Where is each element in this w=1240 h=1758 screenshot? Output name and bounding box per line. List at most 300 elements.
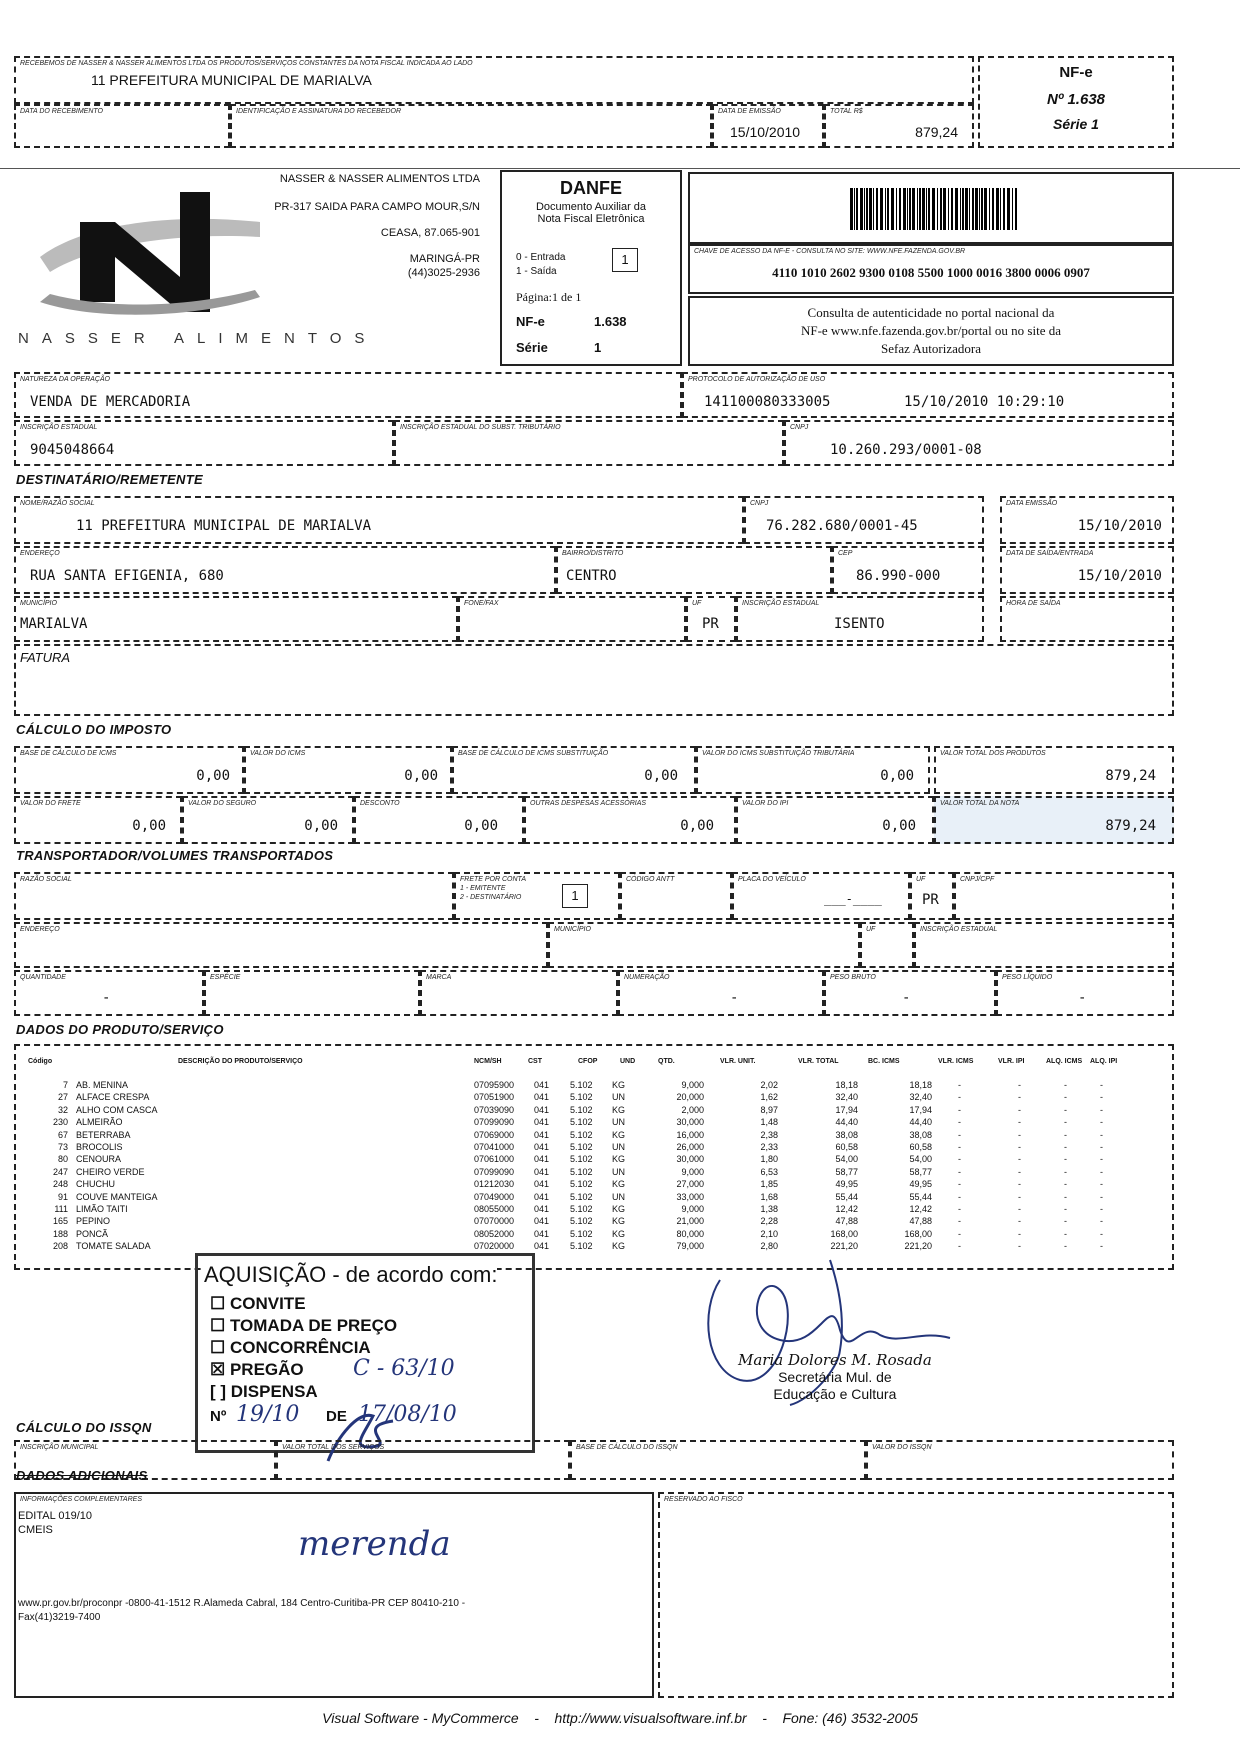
insurance-label: VALOR DO SEGURO	[188, 800, 257, 807]
qty-box	[14, 970, 204, 1016]
cell-desc: CENOURA	[76, 1154, 122, 1165]
dest-uf-box	[686, 596, 736, 642]
cell-dash: -	[1018, 1204, 1021, 1214]
issqn-value-label: VALOR DO ISSQN	[872, 1444, 932, 1451]
fatura-label: FATURA	[20, 650, 71, 665]
cell-dash: -	[1064, 1191, 1067, 1202]
cell-ncm: 07051900	[474, 1092, 515, 1103]
icms-st: 0,00	[880, 768, 914, 784]
barcode-bar	[940, 188, 942, 230]
transport-uf2-label: UF	[866, 926, 876, 933]
cell-cfop: 5.102	[570, 1204, 593, 1214]
receipt-issue-box	[712, 104, 824, 148]
stub-divider	[0, 168, 1240, 169]
stamp-opt2-label: TOMADA DE PREÇO	[229, 1316, 398, 1335]
cell-cst: 041	[534, 1166, 550, 1177]
danfe-subtitle1: Documento Auxiliar da	[535, 201, 647, 213]
products-header-h-ncm: NCM/SH	[474, 1058, 502, 1065]
products-header-h-code: Código	[28, 1058, 53, 1065]
barcode-bar	[1000, 188, 1001, 230]
cell-dash: -	[1100, 1154, 1103, 1165]
receipt-serie: Série 1	[1053, 116, 1099, 132]
species-box	[204, 970, 420, 1016]
table-row	[28, 1241, 1168, 1253]
cell-code: 7	[62, 1080, 68, 1090]
cell-dash: -	[958, 1117, 961, 1128]
cell-cst: 041	[534, 1179, 550, 1190]
cell-qtd: 9,000	[681, 1166, 704, 1177]
danfe-saida: 1 - Saída	[516, 266, 557, 277]
cell-cst: 041	[534, 1142, 550, 1152]
cell-desc: AB. MENINA	[76, 1080, 129, 1090]
barcode-bar	[864, 188, 865, 230]
dest-addr-box	[14, 546, 556, 594]
page-footer: Visual Software - MyCommerce - http://www.visualsoftware.inf.br - Fone: (46) 3532-2005	[322, 1710, 918, 1726]
issqn-services-label: VALOR TOTAL DOS SERVIÇOS	[282, 1444, 385, 1451]
cell-bc: 47,88	[909, 1216, 932, 1227]
dest-exit-box	[1000, 546, 1174, 594]
cell-qtd: 79,000	[676, 1241, 704, 1252]
cell-desc: COUVE MANTEIGA	[76, 1191, 158, 1202]
ipi: 0,00	[882, 818, 916, 834]
cell-qtd: 9,000	[681, 1204, 704, 1214]
cell-desc: CHEIRO VERDE	[76, 1166, 145, 1177]
cell-cfop: 5.102	[570, 1191, 593, 1202]
barcode-bar	[926, 188, 927, 230]
freight-opt2: 2 - DESTINATÁRIO	[460, 894, 522, 901]
cell-cst: 041	[534, 1080, 550, 1090]
table-row	[28, 1179, 1168, 1191]
cell-dash: -	[1100, 1142, 1103, 1152]
cell-und: UN	[612, 1142, 625, 1152]
cell-ncm: 08055000	[474, 1204, 515, 1214]
barcode-bar	[922, 188, 925, 230]
discount-box	[354, 796, 524, 844]
cell-dash: -	[1064, 1154, 1067, 1165]
table-row	[28, 1192, 1168, 1204]
cell-total: 12,42	[835, 1204, 858, 1214]
barcode-bar	[928, 188, 930, 230]
gross-weight: -	[902, 990, 911, 1006]
cell-qtd: 9,000	[681, 1080, 704, 1090]
brand-label: MARCA	[426, 974, 452, 981]
cell-cfop: 5.102	[570, 1117, 593, 1128]
cell-dash: -	[1018, 1216, 1021, 1227]
cell-dash: -	[1018, 1241, 1021, 1252]
dest-addr-label: ENDEREÇO	[20, 550, 60, 557]
cell-dash: -	[1100, 1092, 1103, 1103]
dest-exit-label: DATA DE SAÍDA/ENTRADA	[1006, 550, 1094, 557]
cell-dash: -	[1100, 1080, 1103, 1090]
dest-emission-box	[1000, 496, 1174, 544]
cell-und: UN	[612, 1117, 625, 1128]
cell-unit: 6,53	[760, 1166, 778, 1177]
danfe-serie: 1	[594, 340, 602, 355]
cell-cfop: 5.102	[570, 1154, 593, 1165]
cell-dash: -	[958, 1204, 961, 1214]
dest-district-label: BAIRRO/DISTRITO	[562, 550, 624, 557]
cell-qtd: 27,000	[676, 1179, 704, 1190]
barcode-bar	[989, 188, 990, 230]
dest-phone-label: FONE/FAX	[464, 600, 499, 607]
cell-bc: 44,40	[909, 1117, 932, 1128]
transport-section-title: TRANSPORTADOR/VOLUMES TRANSPORTADOS	[16, 848, 334, 863]
cell-total: 58,77	[835, 1166, 858, 1177]
receipt-total: 879,24	[915, 124, 958, 140]
cell-qtd: 16,000	[676, 1129, 704, 1140]
cell-dash: -	[1064, 1204, 1067, 1214]
cell-bc: 38,08	[909, 1129, 932, 1140]
dest-uf: PR	[702, 616, 719, 632]
dest-name: 11 PREFEITURA MUNICIPAL DE MARIALVA	[76, 518, 372, 534]
cell-total: 32,40	[835, 1092, 858, 1103]
products-header-h-vicms: VLR. ICMS	[938, 1058, 974, 1065]
dest-district-box	[556, 546, 832, 594]
protocol-box	[682, 372, 1174, 418]
issuer-logo	[40, 182, 260, 327]
barcode-bar	[854, 188, 855, 230]
table-row	[28, 1204, 1168, 1216]
products-header-h-cst: CST	[528, 1058, 542, 1065]
barcode-bar	[885, 188, 886, 230]
danfe-nfe-label: NF-e	[516, 314, 545, 329]
barcode-bar	[912, 188, 915, 230]
cell-desc: BROCOLIS	[76, 1142, 123, 1152]
cell-dash: -	[1064, 1117, 1067, 1128]
cell-unit: 8,97	[760, 1104, 778, 1115]
complementary-info-box	[14, 1492, 654, 1698]
cell-dash: -	[1100, 1228, 1103, 1239]
nature-label: NATUREZA DA OPERAÇÃO	[20, 376, 110, 383]
cell-bc: 49,95	[909, 1179, 932, 1190]
cell-dash: -	[958, 1166, 961, 1177]
net-weight-label: PESO LÍQUIDO	[1002, 974, 1053, 981]
barcode-bar	[948, 188, 949, 230]
freight-opt1: 1 - EMITENTE	[460, 885, 506, 892]
cell-total: 38,08	[835, 1129, 858, 1140]
cell-cst: 041	[534, 1129, 550, 1140]
issuer-info	[250, 172, 480, 280]
cell-ncm: 07099090	[474, 1166, 515, 1177]
cell-cst: 041	[534, 1216, 550, 1227]
issuer-name: NASSER & NASSER ALIMENTOS LTDA	[279, 173, 480, 185]
cell-total: 49,95	[835, 1179, 858, 1190]
dest-cep-box	[832, 546, 984, 594]
protocol-datetime: 15/10/2010 10:29:10	[904, 394, 1065, 410]
dest-emission: 15/10/2010	[1077, 518, 1162, 534]
dest-phone-box	[458, 596, 686, 642]
barcode-bar	[896, 188, 897, 230]
cell-qtd: 21,000	[676, 1216, 704, 1227]
gross-weight-label: PESO BRUTO	[830, 974, 876, 981]
dest-cnpj: 76.282.680/0001-45	[766, 518, 918, 534]
cell-dash: -	[1018, 1104, 1021, 1115]
cell-dash: -	[1064, 1104, 1067, 1115]
cell-code: 248	[52, 1179, 68, 1190]
cell-cfop: 5.102	[570, 1241, 593, 1252]
cell-unit: 1,48	[760, 1117, 778, 1128]
barcode	[850, 188, 1020, 230]
danfe-serie-label: Série	[516, 340, 548, 355]
ie: 9045048664	[30, 442, 115, 458]
stamp-opt4-label: PREGÃO	[229, 1360, 304, 1379]
protocol: 141100080333005	[704, 394, 831, 410]
cell-und: KG	[612, 1080, 626, 1090]
cell-dash: -	[1100, 1191, 1103, 1202]
cell-dash: -	[1018, 1142, 1021, 1152]
barcode-bar	[951, 188, 953, 230]
cell-total: 17,94	[835, 1104, 858, 1115]
cell-cfop: 5.102	[570, 1104, 593, 1115]
barcode-bar	[873, 188, 874, 230]
procon-line2: Fax(41)3219-7400	[18, 1612, 101, 1623]
cell-dash: -	[958, 1080, 961, 1090]
barcode-bar	[1012, 188, 1013, 230]
note-total: 879,24	[1105, 818, 1156, 834]
cell-dash: -	[958, 1142, 961, 1152]
products-header-h-cfop: CFOP	[578, 1058, 598, 1065]
barcode-bar	[932, 188, 935, 230]
fatura-box	[14, 644, 1174, 716]
barcode-bar	[887, 188, 889, 230]
barcode-bar	[1003, 188, 1005, 230]
cell-total: 47,88	[835, 1216, 858, 1227]
issqn-value-box	[866, 1440, 1174, 1480]
tax-section-title: CÁLCULO DO IMPOSTO	[16, 722, 172, 737]
cell-total: 55,44	[835, 1191, 858, 1202]
stamp-opt1-label: CONVITE	[229, 1294, 306, 1313]
dest-emission-label: DATA EMISSÃO	[1006, 500, 1058, 507]
bc-st-box	[452, 746, 696, 794]
stamp-opt4-handwritten: C - 63/10	[353, 1356, 455, 1381]
receipt-issue-date: 15/10/2010	[730, 124, 801, 140]
barcode-bar	[919, 188, 921, 230]
cell-bc: 54,00	[909, 1154, 932, 1165]
other-expenses: 0,00	[680, 818, 714, 834]
cell-desc: ALMEIRÃO	[76, 1117, 123, 1128]
cell-cst: 041	[534, 1092, 550, 1103]
acquisition-stamp	[195, 1253, 535, 1453]
cell-dash: -	[1064, 1166, 1067, 1177]
dest-ie-box	[736, 596, 984, 642]
bc-st-label: BASE DE CÁLCULO DE ICMS SUBSTITUIÇÃO	[458, 750, 609, 757]
cell-dash: -	[958, 1241, 961, 1252]
dest-ie: ISENTO	[834, 616, 885, 632]
carrier-name-label: RAZÃO SOCIAL	[20, 876, 72, 883]
barcode-bar	[909, 188, 911, 230]
stamp-date-handwritten: 17/08/10	[358, 1402, 457, 1427]
info-handwritten: merenda	[298, 1524, 451, 1564]
info-line2: CMEIS	[18, 1524, 53, 1536]
cell-dash: -	[1100, 1216, 1103, 1227]
info-line1: EDITAL 019/10	[18, 1510, 92, 1522]
table-row	[28, 1092, 1168, 1104]
cell-dash: -	[958, 1216, 961, 1227]
cell-und: KG	[612, 1204, 626, 1214]
signature-role1: Secretária Mul. de	[778, 1369, 892, 1385]
cell-und: KG	[612, 1241, 626, 1252]
cell-code: 111	[54, 1204, 68, 1214]
cell-desc: LIMÃO TAITI	[76, 1204, 128, 1214]
cell-und: KG	[612, 1154, 626, 1165]
stamp-no-handwritten: 19/10	[236, 1402, 300, 1427]
cell-qtd: 26,000	[676, 1142, 704, 1152]
cnpj-label: CNPJ	[790, 424, 809, 431]
transport-uf-box	[910, 872, 954, 920]
cell-total: 18,18	[835, 1080, 858, 1090]
cell-desc: TOMATE SALADA	[76, 1241, 151, 1252]
dest-cep: 86.990-000	[856, 568, 941, 584]
cnpj: 10.260.293/0001-08	[830, 442, 982, 458]
species-label: ESPÉCIE	[210, 974, 241, 981]
cell-code: 91	[57, 1191, 68, 1202]
number: -	[730, 990, 739, 1006]
net-weight: -	[1078, 990, 1087, 1006]
access-key: 4110 1010 2602 9300 0108 5500 1000 0016 3800 0006 0907	[772, 265, 1090, 280]
cell-cst: 041	[534, 1191, 550, 1202]
fisco-box	[658, 1492, 1174, 1698]
procon-line1: www.pr.gov.br/proconpr -0800-41-1512 R.Alameda Cabral, 184 Centro-Curitiba-PR CEP 80410-210 -	[18, 1598, 466, 1609]
cell-bc: 168,00	[904, 1228, 932, 1239]
dest-city: MARIALVA	[20, 616, 88, 632]
stamp-opt3-label: CONCORRÊNCIA	[229, 1338, 371, 1357]
receipt-date-label: DATA DO RECEBIMENTO	[20, 108, 103, 115]
cell-cfop: 5.102	[570, 1129, 593, 1140]
barcode-bar	[1007, 188, 1010, 230]
products-header-h-aipi: ALQ. IPI	[1090, 1058, 1118, 1065]
ipi-box	[736, 796, 934, 844]
dest-hour-box	[1000, 596, 1174, 642]
cell-cfop: 5.102	[570, 1179, 593, 1190]
stamp-opt1: ☐ CONVITE	[210, 1294, 306, 1313]
discount-label: DESCONTO	[360, 800, 400, 807]
barcode-bar	[972, 188, 974, 230]
cell-unit: 2,80	[760, 1241, 778, 1252]
table-row	[28, 1105, 1168, 1117]
cell-bc: 12,42	[909, 1204, 932, 1214]
discount: 0,00	[464, 818, 498, 834]
cell-dash: -	[1064, 1228, 1067, 1239]
products-header-h-total: VLR. TOTAL	[798, 1058, 839, 1065]
barcode-bar	[969, 188, 970, 230]
danfe-nfe-number: 1.638	[594, 314, 627, 329]
cell-bc: 17,94	[909, 1104, 932, 1115]
products-header-h-qtd: QTD.	[658, 1058, 675, 1065]
cell-desc: BETERRABA	[76, 1129, 131, 1140]
cell-und: UN	[612, 1191, 625, 1202]
transport-city-label: MUNICÍPIO	[554, 926, 591, 933]
antt-box	[620, 872, 732, 920]
icms-st-label: VALOR DO ICMS SUBSTITUIÇÃO TRIBUTÁRIA	[702, 750, 855, 757]
insurance: 0,00	[304, 818, 338, 834]
danfe-title: DANFE	[560, 178, 622, 198]
transport-cnpj-label: CNPJ/CPF	[960, 876, 995, 883]
cell-code: 27	[57, 1092, 68, 1103]
nature-box	[14, 372, 682, 418]
freight-account: 1	[562, 884, 588, 908]
signature-name: Maria Dolores M. Rosada	[738, 1351, 932, 1369]
cell-qtd: 33,000	[676, 1191, 704, 1202]
receipt-total-label: TOTAL R$	[830, 108, 863, 115]
additional-section-title: DADOS ADICIONAIS	[16, 1468, 148, 1483]
barcode-bar	[962, 188, 964, 230]
cell-desc: ALHO COM CASCA	[76, 1104, 158, 1115]
cell-bc: 58,77	[909, 1166, 932, 1177]
cell-ncm: 01212030	[474, 1179, 515, 1190]
transport-cnpj-box	[954, 872, 1174, 920]
cell-dash: -	[958, 1129, 961, 1140]
products-total-box	[934, 746, 1174, 794]
cell-und: KG	[612, 1228, 626, 1239]
cell-code: 247	[52, 1166, 68, 1177]
freight-box	[14, 796, 182, 844]
table-row	[28, 1154, 1168, 1166]
cell-dash: -	[958, 1154, 961, 1165]
products-total-label: VALOR TOTAL DOS PRODUTOS	[940, 750, 1046, 757]
issuer-city: MARINGÁ-PR	[409, 253, 480, 265]
brand-box	[420, 970, 618, 1016]
barcode-bar	[937, 188, 938, 230]
cell-unit: 2,38	[760, 1129, 778, 1140]
other-expenses-box	[524, 796, 736, 844]
receipt-id-label: IDENTIFICAÇÃO E ASSINATURA DO RECEBEDOR	[236, 108, 402, 115]
cell-und: KG	[612, 1179, 626, 1190]
note-total-box	[934, 796, 1174, 844]
stamp-opt5-label: DISPENSA	[230, 1382, 318, 1401]
carrier-name-box	[14, 872, 454, 920]
cell-und: KG	[612, 1129, 626, 1140]
gross-weight-box	[824, 970, 996, 1016]
receipt-stub	[14, 56, 974, 104]
consult-line3: Sefaz Autorizadora	[881, 341, 981, 356]
transport-uf: PR	[922, 892, 939, 908]
ipi-label: VALOR DO IPI	[742, 800, 789, 807]
cell-code: 80	[57, 1154, 68, 1165]
insurance-box	[182, 796, 354, 844]
products-header-h-aicms: ALQ. ICMS	[1046, 1058, 1083, 1065]
freight-label: VALOR DO FRETE	[20, 800, 81, 807]
issuer-phone: (44)3025-2936	[407, 267, 480, 279]
dest-cep-label: CEP	[838, 550, 853, 557]
access-key-label: CHAVE DE ACESSO DA NF-E - CONSULTA NO SITE: WWW.NFE.FAZENDA.GOV.BR	[694, 248, 966, 255]
dest-name-box	[14, 496, 744, 544]
issqn-im-label: INSCRIÇÃO MUNICIPAL	[20, 1444, 99, 1451]
receipt-notice: RECEBEMOS DE NASSER & NASSER ALIMENTOS LTDA OS PRODUTOS/SERVIÇOS CONSTANTES DA NOTA FISCAL INDICADA AO LADO	[20, 60, 473, 67]
freight-account-label: FRETE POR CONTA	[460, 876, 526, 883]
cell-cst: 041	[534, 1241, 550, 1252]
antt-label: CÓDIGO ANTT	[626, 876, 675, 883]
number-box	[618, 970, 824, 1016]
barcode-bar	[955, 188, 958, 230]
cell-unit: 2,10	[760, 1228, 778, 1239]
freight: 0,00	[132, 818, 166, 834]
dest-city-label: MUNICÍPIO	[20, 600, 57, 607]
cell-dash: -	[958, 1191, 961, 1202]
stamp-opt5: [ ] DISPENSA	[210, 1382, 318, 1401]
receipt-nfe-number: Nº 1.638	[1046, 91, 1105, 108]
barcode-bar	[891, 188, 894, 230]
cell-und: KG	[612, 1216, 626, 1227]
barcode-bar	[850, 188, 853, 230]
icms-label: VALOR DO ICMS	[250, 750, 306, 757]
cell-ncm: 07039090	[474, 1104, 515, 1115]
cell-dash: -	[1064, 1142, 1067, 1152]
products-header-h-und: UND	[620, 1058, 636, 1065]
nature: VENDA DE MERCADORIA	[30, 394, 191, 410]
cell-qtd: 2,000	[681, 1104, 704, 1115]
cell-dash: -	[1018, 1080, 1021, 1090]
cell-qtd: 20,000	[676, 1092, 704, 1103]
